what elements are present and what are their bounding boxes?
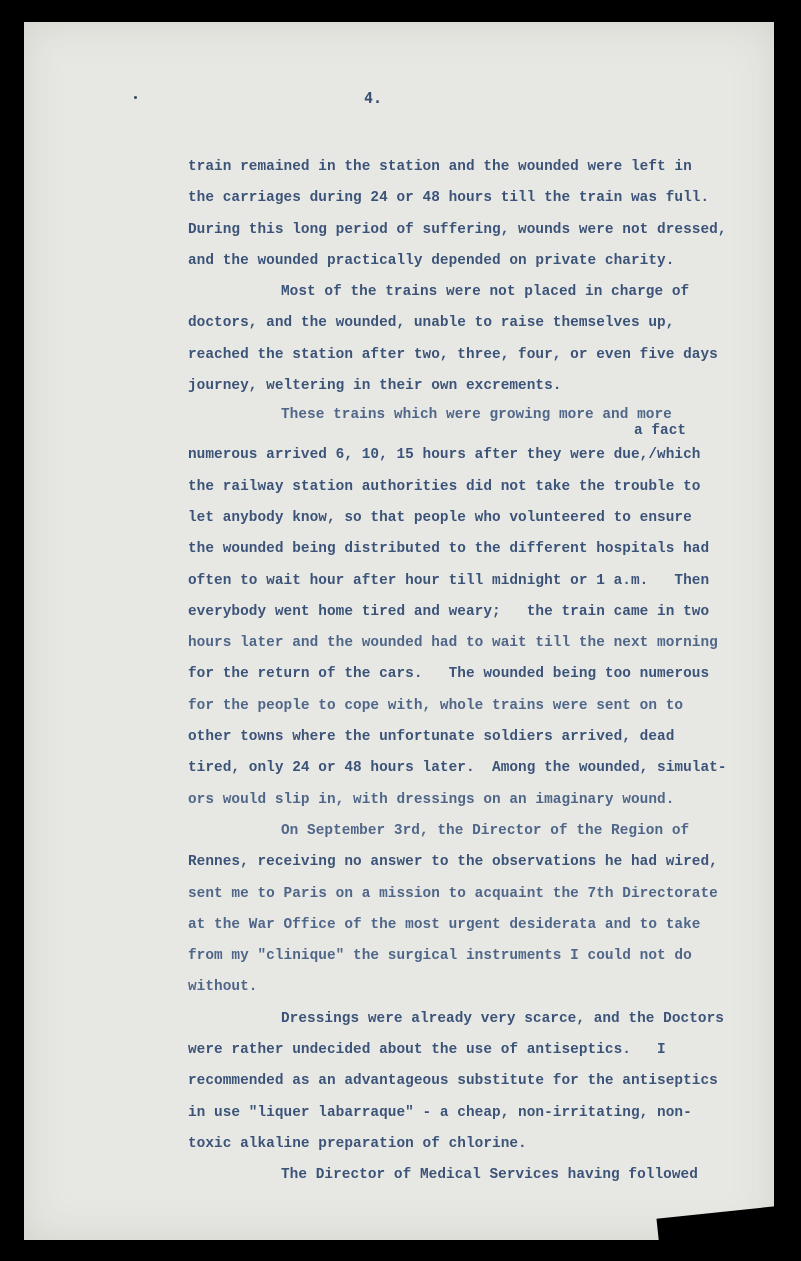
text-line: numerous arrived 6, 10, 15 hours after they were due,/which	[188, 447, 701, 464]
text-line: sent me to Paris on a mission to acquaint the 7th Directorate	[188, 885, 718, 902]
text-line: everybody went home tired and weary; the train came in two	[188, 603, 710, 620]
text-line: Rennes, receiving no answer to the observations he had wired,	[188, 854, 718, 871]
text-line: for the return of the cars. The wounded being too numerous	[188, 666, 710, 683]
text-line: from my "clinique" the surgical instruments I could not do	[188, 948, 692, 965]
handwritten-insertion: a fact	[634, 423, 687, 440]
margin-mark	[134, 96, 137, 99]
text-line: other towns where the unfortunate soldiers arrived, dead	[188, 729, 675, 746]
page-number: 4.	[364, 89, 383, 107]
text-line: the carriages during 24 or 48 hours till the train was full.	[188, 190, 710, 207]
text-line: reached the station after two, three, four, or even five days	[188, 346, 718, 363]
text-line: On September 3rd, the Director of the Region of	[281, 822, 690, 839]
text-line: and the wounded practically depended on private charity.	[188, 252, 675, 269]
text-line: During this long period of suffering, wounds were not dressed,	[188, 221, 727, 238]
text-line: doctors, and the wounded, unable to raise themselves up,	[188, 315, 675, 332]
text-line: without.	[188, 979, 258, 996]
document-page	[24, 22, 774, 1240]
text-line: Dressings were already very scarce, and the Doctors	[281, 1010, 724, 1027]
text-line: journey, weltering in their own excrements.	[188, 378, 562, 395]
text-line: were rather undecided about the use of antiseptics. I	[188, 1042, 666, 1059]
text-line: train remained in the station and the wounded were left in	[188, 159, 692, 175]
text-line: tired, only 24 or 48 hours later. Among the wounded, simulat-	[188, 760, 727, 777]
text-line: let anybody know, so that people who volunteered to ensure	[188, 509, 692, 526]
text-line: recommended as an advantageous substitute for the antiseptics	[188, 1073, 718, 1090]
document-body	[188, 152, 768, 1192]
text-line: hours later and the wounded had to wait till the next morning	[188, 635, 718, 652]
text-line: The Director of Medical Services having followed	[281, 1167, 698, 1184]
text-line: for the people to cope with, whole trains were sent on to	[188, 697, 684, 714]
text-line: often to wait hour after hour till midnight or 1 a.m. Then	[188, 572, 710, 589]
text-line: the wounded being distributed to the different hospitals had	[188, 541, 710, 558]
text-line: These trains which were growing more and more	[281, 407, 672, 424]
text-line: ors would slip in, with dressings on an imaginary wound.	[188, 791, 675, 808]
text-line: in use "liquer labarraque" - a cheap, non-irritating, non-	[188, 1104, 692, 1121]
text-line: at the War Office of the most urgent desiderata and to take	[188, 916, 701, 933]
text-line: toxic alkaline preparation of chlorine.	[188, 1135, 527, 1152]
text-line: the railway station authorities did not take the trouble to	[188, 478, 701, 495]
text-line: Most of the trains were not placed in charge of	[281, 284, 690, 301]
